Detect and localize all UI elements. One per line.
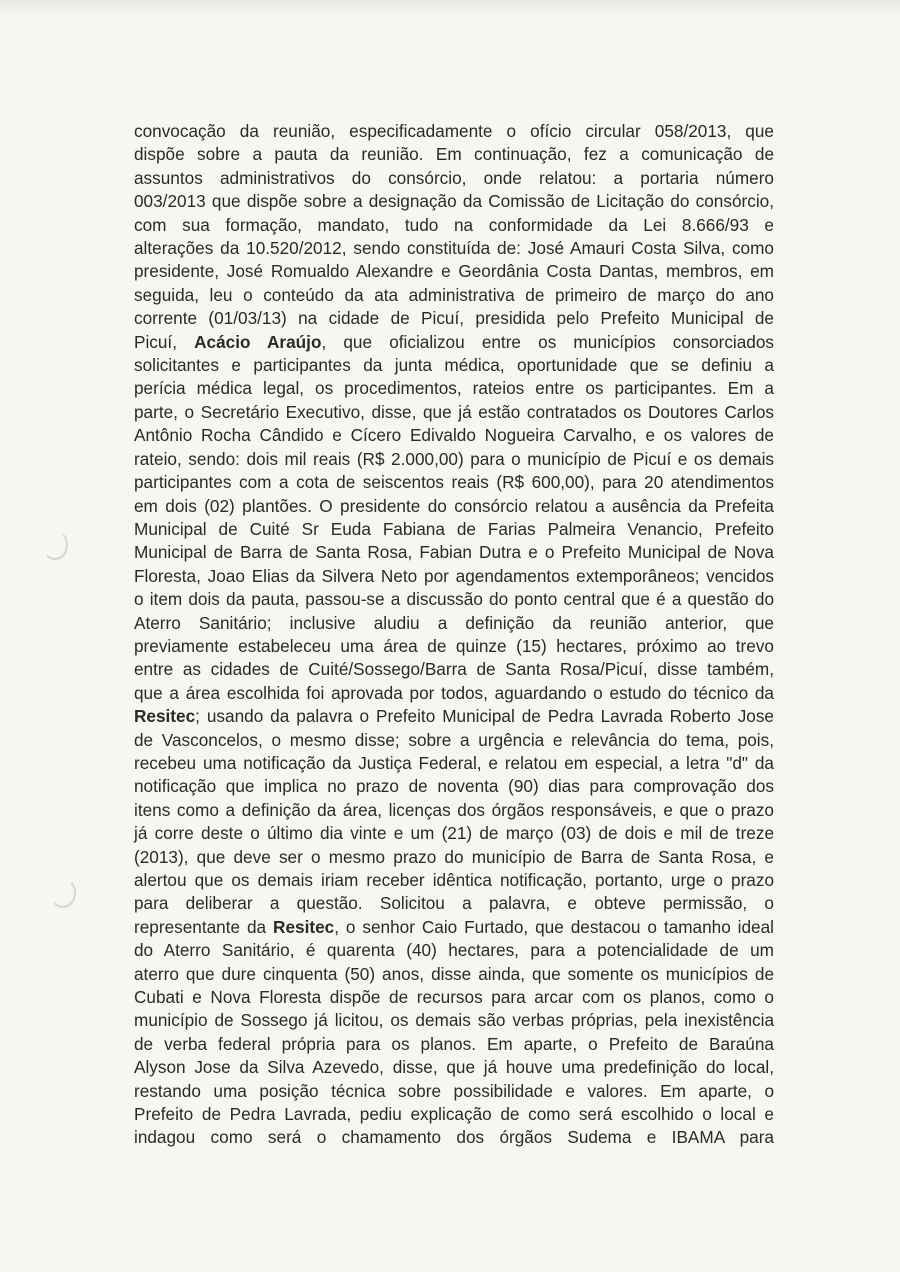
text-segment: corrente (01/03/13) na cidade de Picuí, presidida pelo Prefeito Municipal de [134,308,774,329]
text-segment: 003/2013 que dispõe sobre a designação da Comissão de Licitação do consórcio, [134,191,774,212]
text-segment: entre as cidades de Cuité/Sossego/Barra de Santa Rosa/Picuí, disse também, [134,659,774,680]
text-line [134,1033,774,1056]
bold-text: Resitec [273,916,335,937]
text-line [134,916,774,939]
text-line [134,260,774,283]
text-line [134,237,774,260]
document-body [134,120,774,1150]
text-segment: do Aterro Sanitário, é quarenta (40) hectares, para a potencialidade de um [134,940,774,961]
text-line [134,635,774,658]
text-line [134,1103,774,1126]
text-line [134,143,774,166]
text-segment: recebeu uma notificação da Justiça Federal, e relatou em especial, a letra "d" da [134,752,774,773]
text-line [134,752,774,775]
text-segment: o item dois da pauta, passou-se a discussão do ponto central que é a questão do [134,589,774,610]
text-line [134,448,774,471]
text-line [134,541,774,564]
text-line [134,799,774,822]
text-segment: Floresta, Joao Elias da Silvera Neto por agendamentos extemporâneos; vencidos [134,565,774,586]
text-segment: Cubati e Nova Floresta dispõe de recursos para arcar com os planos, como o [134,987,774,1008]
text-line [134,284,774,307]
text-line [134,588,774,611]
text-line [134,986,774,1009]
text-line [134,892,774,915]
text-line [134,1126,774,1149]
text-segment: solicitantes e participantes da junta médica, oportunidade que se definiu a [134,355,774,376]
text-line [134,612,774,635]
text-segment: município de Sossego já licitou, os demais são verbas próprias, pela inexistência [134,1010,774,1031]
text-segment: convocação da reunião, especificadamente o ofício circular 058/2013, que [134,121,774,141]
text-segment: que a área escolhida foi aprovada por todos, aguardando o estudo do técnico da [134,682,774,703]
text-segment: itens como a definição da área, licenças dos órgãos responsáveis, e que o prazo [134,799,774,820]
text-segment: Aterro Sanitário; inclusive aludiu a definição da reunião anterior, que [134,612,774,633]
text-line [134,1009,774,1032]
text-segment: perícia médica legal, os procedimentos, rateios entre os participantes. Em a [134,378,774,399]
text-line [134,658,774,681]
text-line [134,190,774,213]
text-segment: dispõe sobre a pauta da reunião. Em continuação, fez a comunicação de [134,144,774,165]
bold-text: Resitec [134,706,196,727]
punch-hole-lower [50,878,76,908]
text-segment: de Vasconcelos, o mesmo disse; sobre a urgência e relevância do tema, pois, [134,729,774,750]
text-segment: rateio, sendo: dois mil reais (R$ 2.000,00) para o município de Picuí e os demais [134,448,774,469]
text-line [134,1080,774,1103]
text-line [134,424,774,447]
text-segment: notificação que implica no prazo de noventa (90) dias para comprovação dos [134,776,774,797]
text-segment: , que oficializou entre os municípios consorciados [321,331,775,352]
text-segment: alertou que os demais iriam receber idêntica notificação, portanto, urge o prazo [134,870,774,890]
text-segment: Picuí, [134,331,195,352]
text-line [134,120,774,143]
text-line [134,775,774,798]
page-top-edge [0,0,900,14]
text-segment: Alyson Jose da Silva Azevedo, disse, que já houve uma predefinição do local, [134,1057,774,1078]
text-segment: já corre deste o último dia vinte e um (21) de março (03) de dois e mil de treze [134,823,774,844]
text-segment: Prefeito de Pedra Lavrada, pediu explicação de como será escolhido o local e [134,1104,774,1125]
text-segment: ; usando da palavra o Prefeito Municipal de Pedra Lavrada Roberto Jose [195,706,774,727]
text-segment: em dois (02) plantões. O presidente do consórcio relatou a ausência da Prefeita [134,495,774,516]
text-segment: parte, o Secretário Executivo, disse, que já estão contratados os Doutores Carlos [134,401,774,422]
text-line [134,1056,774,1079]
text-segment: restando uma posição técnica sobre possibilidade e valores. Em aparte, o [134,1080,774,1101]
text-segment: de verba federal própria para os planos. Em aparte, o Prefeito de Baraúna [134,1033,774,1054]
text-line [134,729,774,752]
text-line [134,354,774,377]
text-segment: Antônio Rocha Cândido e Cícero Edivaldo Nogueira Carvalho, e os valores de [134,425,774,446]
text-line [134,846,774,869]
text-segment: presidente, José Romualdo Alexandre e Geordânia Costa Dantas, membros, em [134,261,774,282]
text-line [134,214,774,237]
text-line [134,869,774,892]
text-line [134,963,774,986]
text-line [134,495,774,518]
text-line [134,331,774,354]
text-segment: seguida, leu o conteúdo da ata administrativa de primeiro de março do ano [134,284,774,305]
text-line [134,307,774,330]
text-line [134,705,774,728]
text-segment: Municipal de Barra de Santa Rosa, Fabian Dutra e o Prefeito Municipal de Nova [134,542,774,563]
bold-text: Acácio Araújo [194,331,322,352]
text-segment: aterro que dure cinquenta (50) anos, disse ainda, que somente os municípios de [134,963,774,984]
text-segment: assuntos administrativos do consórcio, onde relatou: a portaria número [134,167,774,188]
text-segment: representante da [134,916,274,937]
text-segment: para deliberar a questão. Solicitou a palavra, e obteve permissão, o [134,893,774,914]
text-line [134,401,774,424]
text-line [134,377,774,400]
text-line [134,682,774,705]
text-segment: indagou como será o chamamento dos órgãos Sudema e IBAMA para [134,1127,774,1148]
text-segment: alterações da 10.520/2012, sendo constituída de: José Amauri Costa Silva, como [134,238,774,259]
punch-hole-upper [42,530,68,560]
text-line [134,822,774,845]
text-segment: participantes com a cota de seiscentos reais (R$ 600,00), para 20 atendimentos [134,472,774,493]
text-segment: previamente estabeleceu uma área de quinze (15) hectares, próximo ao trevo [134,635,774,656]
text-segment: (2013), que deve ser o mesmo prazo do município de Barra de Santa Rosa, e [134,846,774,867]
text-line [134,518,774,541]
text-segment: com sua formação, mandato, tudo na conformidade da Lei 8.666/93 e [134,214,774,235]
text-line [134,939,774,962]
text-segment: , o senhor Caio Furtado, que destacou o tamanho ideal [334,916,774,937]
text-line [134,565,774,588]
text-segment: Municipal de Cuité Sr Euda Fabiana de Farias Palmeira Venancio, Prefeito [134,518,774,539]
text-line [134,471,774,494]
text-line [134,167,774,190]
